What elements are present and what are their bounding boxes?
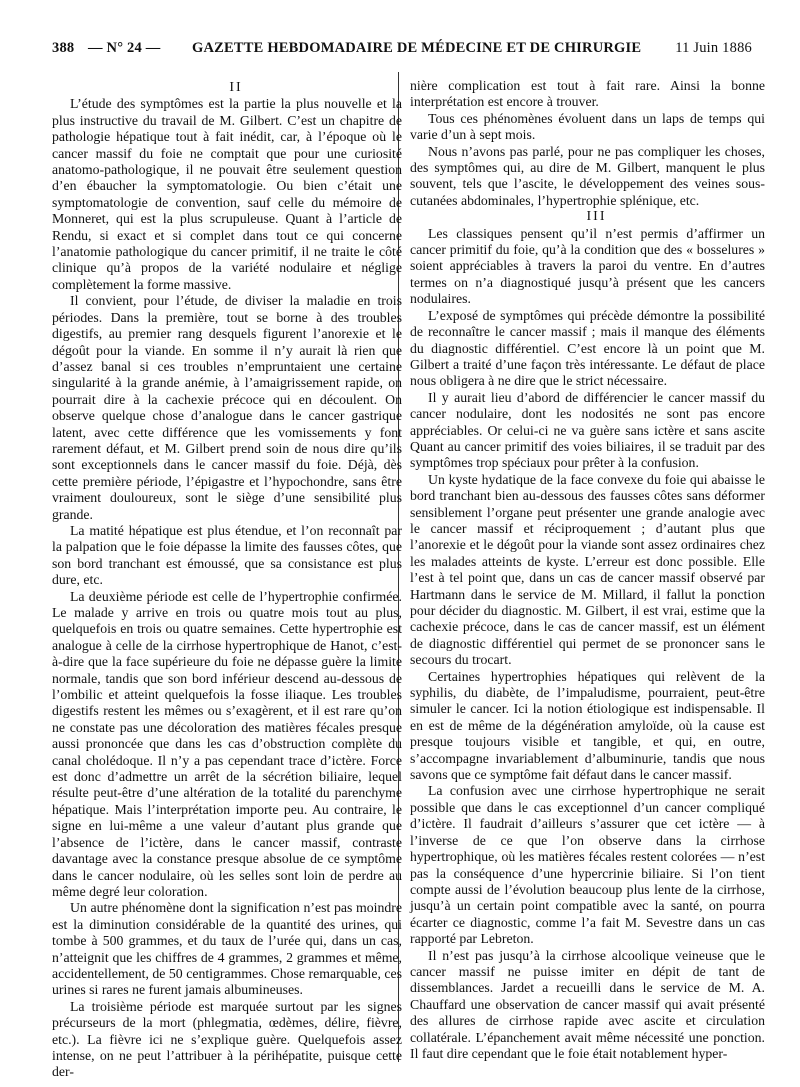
right-column (410, 78, 765, 1062)
paragraph: Il n’est pas jusqu’à la cirrhose alcoolique veineuse que le cancer massif ne puisse imiter en dépit de tant de dissemblances. Jardet a recueilli dans le service de M. A. Chauffard une observation de cancer massif qui avait présenté des allures de cirrhose rapide avec ascite et circulation collatérale. L’épanchement avait même nécessité une ponction. Il faut dire cependant que le foie était notablement hyper- (410, 947, 765, 1061)
paragraph: Un autre phénomène dont la signification n’est pas moindre est la diminution considérable de la quantité des urines, qui tombe à 500 grammes, et du taux de l’urée qui, dans un cas, n’atteignit que les chiffres de 4 grammes, 2 grammes et même, accidentellement, de 50 centigrammes. Chose remarquable, ces urines si rares ne furent jamais albumineuses. (52, 900, 402, 998)
paragraph: L’étude des symptômes est la partie la plus nouvelle et la plus instructive du travail de M. Gilbert. C’est un chapitre de pathologie hépatique tout à fait inédit, car, à l’époque où le cancer massif du foie ne comptait que pour une curiosité anatomo-pathologique, il ne pouvait être seulement question d’en ébaucher la symptomatologie. Ou bien c’était une symptomatologie de convention, sauf celle du mémoire de Monneret, qui est la plus scrupuleuse. Quant à l’article de Rendu, si exact et si complet dans tout ce qui concerne l’anatomie pathologique du cancer primitif, il ne traite le côté clinique qu’à propos de la variété nodulaire et néglige complètement la forme massive. (52, 96, 402, 292)
left-column (52, 80, 402, 1081)
paragraph: Certaines hypertrophies hépatiques qui relèvent de la syphilis, du diabète, de l’impaludisme, pourraient, peut-être simuler le cancer. Ici la notion étiologique est indispensable. Il en est de même de la dégénération amyloïde, où la cause est presque toujours visible et tangible, et qui, en outre, s’accompagne invariablement d’albuminurie, tandis que nous savons que ce symptôme fait défaut dans le cancer massif. (410, 668, 765, 783)
paragraph: Il convient, pour l’étude, de diviser la maladie en trois périodes. Dans la première, tout se borne à des troubles digestifs, au premier rang desquels figurent l’anorexie et le dégoût pour la viande. En somme il n’y aurait là rien que d’assez banal si ces troubles n’empruntaient une certaine singularité à la grande anémie, à l’amaigrissement rapide, on pourrait dire à la cachexie précoce qui en découlent. On observe quelque chose d’analogue dans le cancer gastrique latent, avec cette différence que les vomissements y font rarement défaut, et M. Gilbert prend soin de nous dire qu’ils sont exceptionnels dans le cancer massif du foie. Déjà, dès cette première période, l’épigastre et l’hypochondre, sans être vraiment douloureux, sont le siège d’une sensibilité plus grande. (52, 293, 402, 522)
paragraph: La deuxième période est celle de l’hypertrophie confirmée. Le malade y arrive en trois ou quatre mois tout au plus, quelquefois en trois ou quatre semaines. Cette hypertrophie est analogue à celle de la cirrhose hypertrophique de Hanot, c’est-à-dire que la face supérieure du foie ne dépasse guère la limite normale, tandis que son bord inférieur descend au-dessous de l’ombilic et atteint quelquefois la fosse iliaque. Les troubles digestifs restent les mêmes ou s’exagèrent, et il est rare qu’on ne constate pas une décoloration des matières fécales presque aussi prononcée que dans les cas d’obstruction complète du canal cholédoque. Il n’y a pas cependant trace d’ictère. Force est donc d’admettre un arrêt de la sécrétion biliaire, lequel résulte peut-être d’une altération de la totalité du parenchyme hépatique. Mais l’interprétation importe peu. Au contraire, le signe en lui-même a une valeur d’autant plus grande que l’absence de l’ictère, dans le cancer massif, contraste davantage avec la constance presque absolue de ce symptôme dans le cancer nodulaire, où les selles sont loin de perdre au même degré leur coloration. (52, 588, 402, 899)
section-heading-iii: III (586, 209, 607, 225)
paragraph: Tous ces phénomènes évoluent dans un laps de temps qui varie d’un à sept mois. (410, 110, 765, 143)
paragraph: La matité hépatique est plus étendue, et l’on reconnaît par la palpation que le foie dépasse la limite des fausses côtes, que son bord tranchant est émoussé, que sa consistance est plus dure, etc. (52, 522, 402, 588)
page-header (52, 40, 752, 62)
paragraph: Un kyste hydatique de la face convexe du foie qui abaisse le bord tranchant bien au-dessous des fausses côtes sans déformer sensiblement l’organe peut présenter une grande analogie avec le cancer massif et réciproquement ; d’autant plus que l’anorexie et le dégoût pour la viande sont assez ordinaires chez les malades atteints de kyste. L’erreur est donc possible. Elle l’est à tel point que, dans un cas de cancer massif observé par Hartmann dans le service de M. Millard, il fallut la ponction pour décider du diagnostic. M. Gilbert, il est vrai, estime que la cachexie précoce, dans le cas de cancer massif, est un élément de diagnostic différentiel qui permet de se prononcer sans le secours du trocart. (410, 471, 765, 668)
paragraph: La confusion avec une cirrhose hypertrophique ne serait possible que dans le cas exceptionnel d’un cancer compliqué d’ictère. Il faudrait d’ailleurs s’assurer que cet ictère — à l’inverse de ce que l’on observe dans la cirrhose hypertrophique, où les matières fécales restent colorées — n’est pas la conséquence d’une hypercrinie biliaire. Si l’on tient compte aussi de l’évolution beaucoup plus lente de la cirrhose, jusqu’à un certain point compatible avec la santé, on pourra écarter ce diagnostic, comme l’a fait M. Sevestre dans un cas rapporté par Lebreton. (410, 783, 765, 947)
paragraph: Les classiques pensent qu’il n’est permis d’affirmer un cancer primitif du foie, qu’à la condition que des « bosselures » soient appréciables à travers la paroi du ventre. En d’autres termes on n’a diagnostiqué jusqu’à présent que les cancers nodulaires. (410, 225, 765, 307)
paragraph: L’exposé de symptômes qui précède démontre la possibilité de reconnaître le cancer massif ; mais il manque des éléments du diagnostic différentiel. C’est encore là un point que M. Gilbert a traité d’une façon très intéressante. Le défaut de place nous obligera à ne dire que le strict nécessaire. (410, 307, 765, 389)
section-heading-ii: II (229, 80, 243, 95)
journal-title: GAZETTE HEBDOMADAIRE DE MÉDECINE ET DE CHIRURGIE (192, 40, 642, 56)
paragraph: Nous n’avons pas parlé, pour ne pas compliquer les choses, des symptômes qui, au dire de M. Gilbert, manquent le plus souvent, tels que l’ascite, le développement des veines sous-cutanées abdominales, l’hypertrophie splénique, etc. (410, 143, 765, 208)
paragraph: Il y aurait lieu d’abord de différencier le cancer massif du cancer nodulaire, dont les nodosités ne sont pas encore appréciables. Or celui-ci ne va guère sans ictère et sans ascite Quant au cancer primitif des voies biliaires, il se traduit par des symptômes trop spéciaux pour prêter à la confusion. (410, 389, 765, 471)
issue-date: 11 Juin 1886 (675, 40, 752, 56)
paragraph-continuation: nière complication est tout à fait rare. Ainsi la bonne interprétation est encore à trouver. (410, 78, 765, 110)
paragraph: La troisième période est marquée surtout par les signes précurseurs de la mort (phlegmatia, œdèmes, délire, fièvre, etc.). La fièvre ici ne s’explique guère. Quelquefois assez intense, on ne peut l’attribuer à la périhépatite, puisque cette der- (52, 998, 402, 1080)
issue-number: — N° 24 — (88, 40, 161, 56)
page-number: 388 (52, 40, 75, 56)
